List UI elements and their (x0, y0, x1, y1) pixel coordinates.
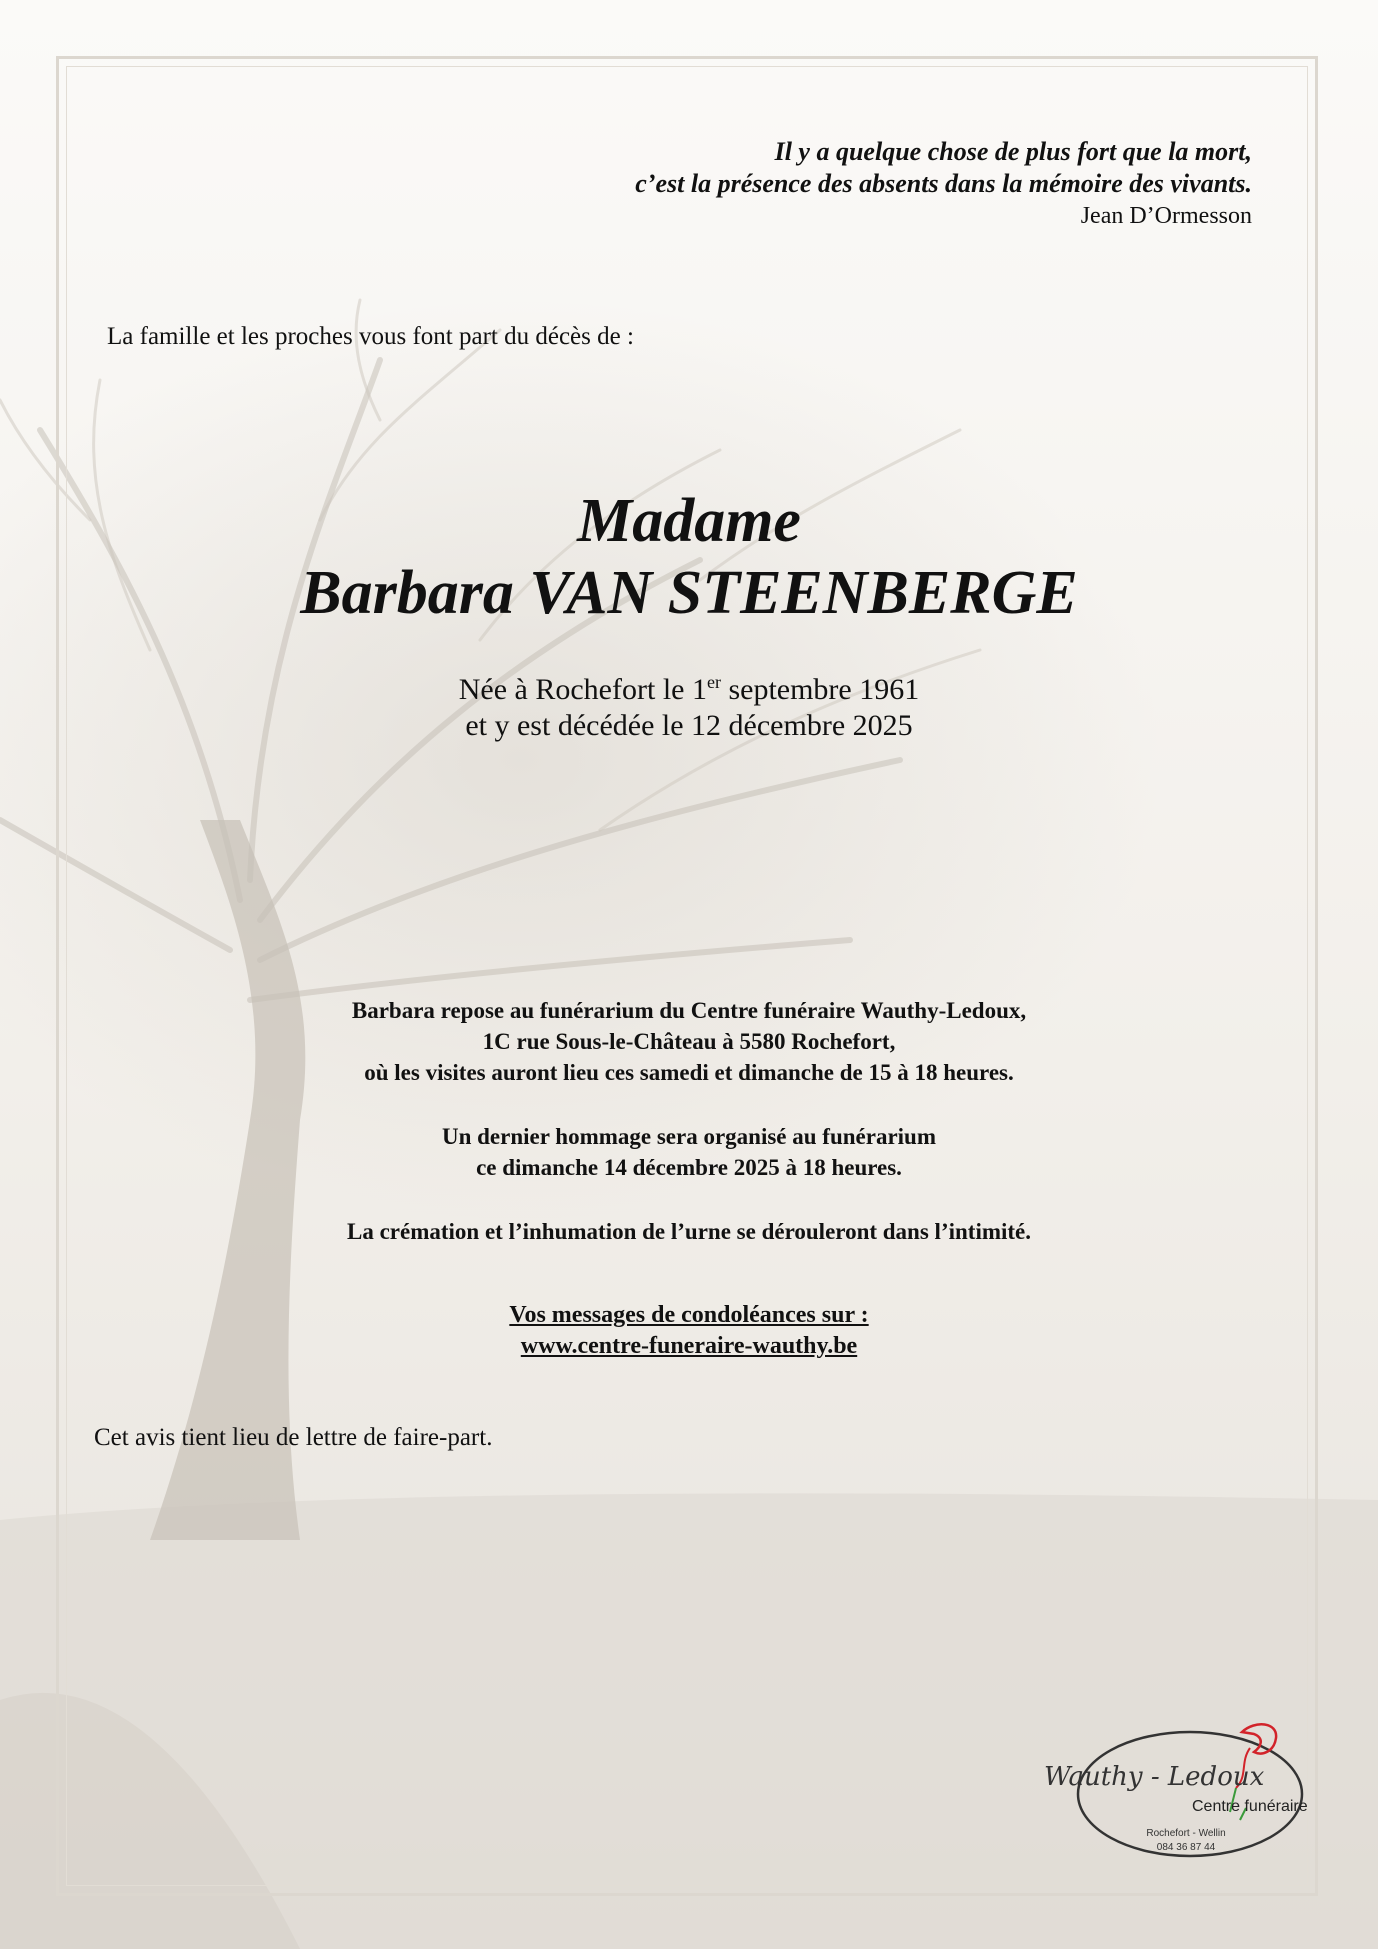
birth-line (0, 664, 1378, 708)
hommage-line-2: ce dimanche 14 décembre 2025 à 18 heures. (476, 1155, 902, 1180)
closing-note: Cet avis tient lieu de lettre de faire-part. (94, 1424, 493, 1451)
deceased-dates (0, 664, 1378, 744)
quote-author: Jean D’Ormesson (1080, 203, 1252, 229)
death-line: et y est décédée le 12 décembre 2025 (465, 709, 913, 742)
logo-script-name: Wauthy - Ledoux (1044, 1762, 1265, 1792)
logo-city: Rochefort - Wellin (1146, 1828, 1226, 1839)
quote-line-1: Il y a quelque chose de plus fort que la mort, (774, 137, 1252, 166)
funeral-arrangements (0, 995, 1378, 1247)
quote-line-2: c’est la présence des absents dans la mémoire des vivants. (635, 169, 1252, 198)
funeral-home-logo (1040, 1712, 1320, 1862)
birth-ordinal: er (706, 672, 721, 692)
arrangements-line-3: où les visites auront lieu ces samedi et dimanche de 15 à 18 heures. (364, 1060, 1014, 1085)
arrangements-line-1: Barbara repose au funérarium du Centre funéraire Wauthy-Ledoux, (351, 998, 1027, 1023)
condolences-label: Vos messages de condoléances sur : (509, 1302, 869, 1328)
condolences-block (0, 1300, 1378, 1362)
arrangements-line-2: 1C rue Sous-le-Château à 5580 Rochefort, (482, 1029, 896, 1054)
epigraph-quote (635, 136, 1252, 232)
condolences-link[interactable]: www.centre-funeraire-wauthy.be (520, 1333, 858, 1359)
birth-suffix: septembre 1961 (720, 673, 920, 706)
deceased-title: Madame (577, 487, 801, 555)
hommage-line-1: Un dernier hommage sera organisé au funérarium (441, 1124, 937, 1149)
logo-subtitle: Centre funéraire (1192, 1798, 1308, 1815)
logo-phone: 084 36 87 44 (1156, 1842, 1216, 1853)
family-intro-text: La famille et les proches vous font part du décès de : (107, 323, 634, 350)
cremation-line: La crémation et l’inhumation de l’urne se dérouleront dans l’intimité. (346, 1219, 1031, 1244)
deceased-name: Barbara VAN STEENBERGE (300, 559, 1078, 627)
birth-prefix: Née à Rochefort le 1 (458, 673, 707, 706)
